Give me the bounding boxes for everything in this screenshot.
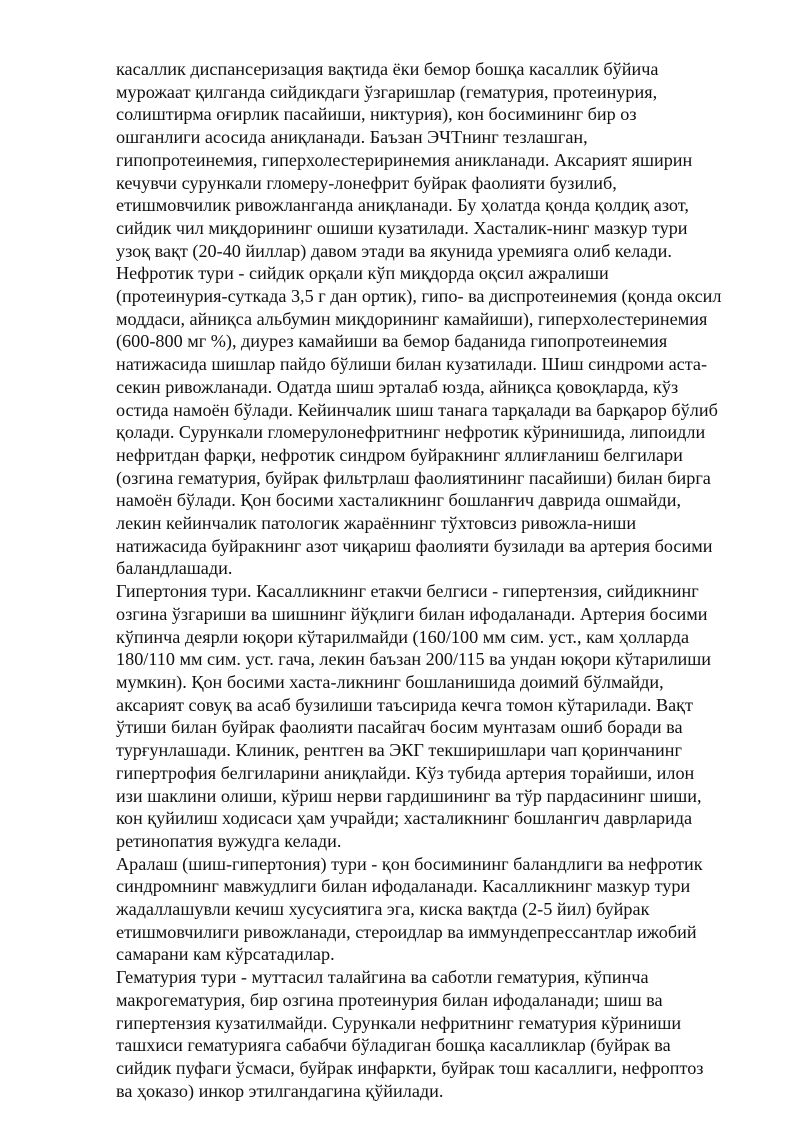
text-line: жадаллашувли кечиш хусусиятига эга, киска вақтда (2-5 йил) буйрак [116, 899, 650, 920]
text-line: касаллик диспансеризация вақтида ёки бемор бошқа касаллик бўйича [116, 59, 659, 79]
text-line: аксарият совуқ ва асаб бузилиши таъсирида кечга томон кўтарилади. Вақт [116, 694, 693, 715]
text-line: етишмовчилик ривожланганда аниқланади. Бу ҳолатда қонда қолдиқ азот, [116, 195, 689, 216]
text-line: (озгина гематурия, буйрак фильтрлаш фаолиятининг пасайиши) билан бирга [116, 467, 711, 488]
text-line: узоқ вақт (20-40 йиллар) давом этади ва якунида уремияга олиб келади. [116, 240, 672, 261]
text-line: етишмовчилиги ривожланади, стероидлар ва иммундепрессантлар ижобий [116, 921, 697, 942]
text-line: солиштирма оғирлик пасайиши, никтурия), кон босимининг бир оз [116, 104, 637, 125]
text-line: қолади. Сурункали гломерулонефритнинг нефротик кўринишида, липоидли [116, 422, 706, 443]
text-line: (600-800 мг %), диурез камайиши ва бемор баданида гипопротеинемия [116, 331, 668, 352]
text-line: натижасида шишлар пайдо бўлиши билан кузатилади. Шиш синдроми аста- [116, 354, 708, 375]
text-line: Гипертония тури. Касалликнинг етакчи белгиси - гипертензия, сийдикнинг [116, 581, 699, 602]
text-line: сийдик пуфаги ўсмаси, буйрак инфаркти, буйрак тош касаллиги, нефроптоз [116, 1057, 704, 1078]
text-line: макрогематурия, бир озгина протеинурия билан ифодаланади; шиш ва [116, 989, 663, 1010]
paragraph [116, 853, 746, 967]
text-line: ва ҳоказо) инкор этилгандагина қўйилади. [116, 1080, 444, 1101]
text-line: Нефротик тури - сийдик орқали кўп миқдорда оқсил ажралиши [116, 263, 609, 284]
paragraph [116, 966, 746, 1102]
text-line: нефритдан фарқи, нефротик синдром буйракнинг яллиғланиш белгилари [116, 444, 683, 465]
text-line: лекин кейинчалик патологик жараённинг тўхтовсиз ривожла-ниши [116, 513, 637, 534]
text-line: баландлашади. [116, 558, 233, 579]
text-line: гипопротеинемия, гиперхолестериринемия аникланади. Аксарият яширин [116, 149, 693, 170]
text-line: кечувчи сурункали гломеру-лонефрит буйрак фаолияти бузилиб, [116, 172, 617, 193]
text-line: мумкин). Қон босими хаста-ликнинг бошланишида доимий бўлмайди, [116, 671, 664, 692]
text-line: Аралаш (шиш-гипертония) тури - қон босимининг баландлиги ва нефротик [116, 853, 703, 874]
text-line: ташхиси гематурияга сабабчи бўладиган бошқа касалликлар (буйрак ва [116, 1035, 671, 1056]
text-line: озгина ўзгариши ва шишнинг йўқлиги билан ифодаланади. Артерия босими [116, 603, 708, 624]
text-line: натижасида буйракнинг азот чиқариш фаолияти бузилади ва артерия босими [116, 535, 713, 556]
document-page [116, 58, 746, 1102]
text-line: гипертрофия белгиларини аниқлайди. Кўз тубида артерия торайиши, илон [116, 762, 695, 783]
text-line: гипертензия кузатилмайди. Сурункали нефритнинг гематурия кўриниши [116, 1012, 682, 1033]
text-line: (протеинурия-суткада 3,5 г дан ортик), гипо- ва диспротеинемия (қонда оксил [116, 286, 722, 307]
paragraph [116, 262, 746, 580]
paragraph [116, 58, 746, 262]
text-line: сийдик чил миқдорининг ошиши кузатилади. Хасталик-нинг мазкур тури [116, 217, 688, 238]
text-line: кўпинча деярли юқори кўтарилмайди (160/100 мм сим. уст., кам ҳолларда [116, 626, 690, 647]
text-line: изи шаклини олиши, кўриш нерви гардишининг ва тўр пардасининг шиши, [116, 785, 702, 806]
text-line: мурожаат қилганда сийдикдаги ўзгаришлар (гематурия, протеинурия, [116, 81, 658, 102]
paragraph [116, 580, 746, 852]
text-line: ошганлиги асосида аниқланади. Баъзан ЭЧТнинг тезлашган, [116, 127, 588, 148]
text-line: моддаси, айниқса альбумин миқдорининг камайиши), гиперхолестеринемия [116, 308, 708, 329]
text-line: Гематурия тури - муттасил талайгина ва саботли гематурия, кўпинча [116, 967, 649, 988]
text-line: турғунлашади. Клиник, рентген ва ЭКГ текширишлари чап қоринчанинг [116, 740, 682, 761]
text-line: синдромнинг мавжудлиги билан ифодаланади. Касалликнинг мазкур тури [116, 876, 691, 897]
text-line: самарани кам кўрсатадилар. [116, 944, 335, 965]
text-line: остида намоён бўлади. Кейинчалик шиш танага тарқалади ва барқарор бўлиб [116, 399, 718, 420]
text-line: ретинопатия вужудга келади. [116, 830, 342, 851]
text-line: 180/110 мм сим. уст. гача, лекин баъзан 200/115 ва ундан юқори кўтарилиши [116, 649, 712, 670]
text-line: кон қуйилиш ходисаси ҳам учрайди; хасталикнинг бошлангич даврларида [116, 808, 693, 829]
text-line: намоён бўлади. Қон босими хасталикнинг бошланғич даврида ошмайди, [116, 490, 682, 511]
text-line: ўтиши билан буйрак фаолияти пасайгач босим мунтазам ошиб боради ва [116, 717, 683, 738]
text-line: секин ривожланади. Одатда шиш эрталаб юзда, айниқса қовоқларда, кўз [116, 376, 679, 397]
